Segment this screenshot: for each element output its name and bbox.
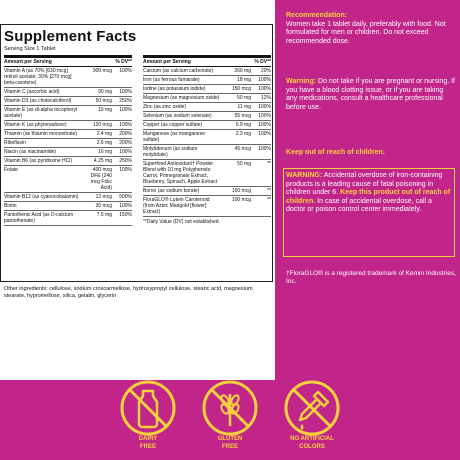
nutrient-dv: 100% (119, 122, 132, 128)
dropper-icon (282, 378, 342, 438)
nutrient-row (4, 88, 132, 97)
nutrient-name: Manganese (as manganese sulfate) (143, 131, 205, 143)
nutrient-amount: 0.9 mg (235, 122, 251, 128)
nutrient-dv: 100% (258, 146, 271, 152)
nutrient-row (143, 94, 271, 103)
nutrient-name: Zinc (as zinc oxide) (143, 104, 187, 110)
nutrient-dv: 250% (119, 98, 132, 104)
nutrient-amount: 400 mcg DFE (240 mcg Folic Acid) (90, 167, 112, 191)
nutrient-name: Magnesium (as magnesium oxide) (143, 95, 220, 101)
warning-text: Do not take if you are pregnant or nursing. If you have a blood clotting issue, or if you are taking any medications, consult a healthcare professional before use. (286, 78, 455, 111)
nutrient-row (4, 67, 132, 88)
nutrient-row (143, 112, 271, 121)
nutrient-dv: 500% (119, 194, 132, 200)
nutrient-name: Vitamin K (as phytonadione) (4, 122, 67, 128)
nutrient-name: Calcium (as calcium carbonate) (143, 68, 214, 74)
nutrient-amount: 150 mcg (231, 86, 251, 92)
warning (286, 78, 456, 112)
nutrient-amount: 90 mg (98, 89, 112, 95)
nutrient-amount: 11 mg (237, 104, 251, 110)
nutrient-dv: ** (267, 161, 271, 167)
nutrient-dv: ** (267, 197, 271, 203)
badge-line-2: FREE (139, 443, 156, 450)
nutrient-row (4, 211, 132, 226)
nutrient-name: Vitamin D3 (as cholecalciferol) (4, 98, 72, 104)
nutrient-row (4, 130, 132, 139)
nutrient-dv: 100% (119, 149, 132, 155)
badge-line-1: NO ARTIFICIAL (290, 436, 334, 442)
nutrient-row (4, 106, 132, 121)
wheat-icon (200, 378, 260, 438)
nutrient-name: Iron (as ferrous fumarate) (143, 77, 200, 83)
nutrient-name: Biotin (4, 203, 17, 209)
nutrient-amount: 2.6 mg (96, 140, 112, 146)
no-artificial-colors-badge (267, 436, 357, 451)
facts-header (4, 55, 132, 67)
nutrient-amount: 15 mg (98, 107, 112, 113)
nutrient-row (4, 121, 132, 130)
nutrient-row (143, 160, 271, 187)
nutrient-name: Riboflavin (4, 140, 26, 146)
nutrient-dv: 100% (258, 122, 271, 128)
nutrient-amount: 120 mcg (92, 122, 112, 128)
facts-right-column (143, 55, 271, 225)
nutrient-amount: 55 mcg (234, 113, 251, 119)
nutrient-dv: 100% (119, 203, 132, 209)
nutrient-amount: 7.5 mg (96, 212, 112, 218)
nutrient-dv: 150% (119, 212, 132, 218)
facts-header (143, 55, 271, 67)
nutrient-name: Vitamin B6 (as pyridoxine HCl) (4, 158, 72, 164)
nutrient-row (4, 202, 132, 211)
badge-line-1: GLUTEN (217, 436, 243, 442)
nutrient-dv: 100% (119, 107, 132, 113)
recommendation (286, 12, 456, 46)
badge-line-2: FREE (221, 443, 238, 450)
warning-title: Warning: (286, 78, 317, 85)
nutrient-amount: 900 mcg (92, 68, 112, 74)
recommendation-title: Recommendation: (286, 12, 348, 19)
iron-warning-title: WARNING: (286, 172, 323, 179)
nutrient-row (4, 166, 132, 193)
nutrient-name: Pantothenic Acid (as D-calcium pantothenate) (4, 212, 74, 224)
nutrient-row (4, 97, 132, 106)
nutrient-dv: 100% (258, 77, 271, 83)
nutrient-amount: 50 mg (237, 161, 251, 167)
nutrient-amount: 2.3 mg (235, 131, 251, 137)
dairy-free-badge (103, 436, 193, 451)
nutrient-dv: 100% (119, 89, 132, 95)
dv-header: % DV** (254, 59, 271, 65)
nutrient-name: Vitamin A (as 70% [630 mcg] retinol acetate, 30% [270 mcg] beta-carotene) (4, 68, 72, 86)
supplement-facts-title: Supplement Facts (4, 28, 137, 45)
amount-header: Amount per Serving (4, 59, 52, 65)
nutrient-dv: 100% (258, 131, 271, 137)
nutrient-row (4, 139, 132, 148)
nutrient-row (143, 76, 271, 85)
nutrient-dv: 250% (119, 158, 132, 164)
nutrient-name: Folate (4, 167, 18, 173)
badge-line-2: COLORS (299, 443, 325, 450)
gluten-free-badge (185, 436, 275, 451)
nutrient-dv: 200% (119, 140, 132, 146)
iron-warning-text-1: Accidental overdose of iron-containing products is a leading cause of fatal poisoning in children under 6. (286, 172, 443, 196)
nutrient-dv: ** (267, 188, 271, 194)
nutrient-name: Niacin (as niacinamide) (4, 149, 56, 155)
nutrient-amount: 45 mcg (234, 146, 251, 152)
nutrient-row (143, 121, 271, 130)
recommendation-text: Women take 1 tablet daily, preferably with food. Not formulated for men or children. Do not exceed recommended dose. (286, 20, 446, 45)
nutrient-dv: 100% (258, 86, 271, 92)
nutrient-row (143, 130, 271, 145)
nutrient-row (143, 187, 271, 196)
nutrient-row (143, 196, 271, 217)
nutrient-name: Vitamin C (ascorbic acid) (4, 89, 60, 95)
nutrient-name: Vitamin E (as dl-alpha tocopheryl acetate) (4, 107, 78, 119)
nutrient-row (4, 148, 132, 157)
nutrient-row (143, 85, 271, 94)
other-ingredients: Other ingredients: cellulose, sodium croscarmellose, hydroxypropyl cellulose, stearic acid, magnesium stearate, hypromellose, silica, gelatin, glycerin (4, 286, 253, 299)
nutrient-row (4, 157, 132, 166)
nutrient-name: Molybdenum (as sodium molybdate) (143, 146, 198, 158)
iron-warning (286, 172, 452, 215)
nutrient-name: Superfood Antioxidant† Powder Blend with 10 mg Polyphenols: Carrot, Pomegranate Extract, Blueberry, Spinach, Apple Extract (143, 161, 218, 185)
nutrient-name: Thiamin (as thiamin mononitrate) (4, 131, 78, 137)
iron-warning-bold: Keep this product out of reach of children. (286, 189, 451, 205)
nutrient-dv: 100% (258, 113, 271, 119)
nutrient-row (4, 193, 132, 202)
nutrient-row (143, 67, 271, 76)
nutrient-dv: 12% (260, 95, 271, 101)
nutrient-dv: 20% (260, 68, 271, 74)
nutrient-amount: 150 mcg (231, 188, 251, 194)
nutrient-name: Copper (as copper sulfate) (143, 122, 203, 128)
milk-bottle-icon (118, 378, 178, 438)
nutrient-row (143, 145, 271, 160)
nutrient-amount: 4.25 mg (93, 158, 112, 164)
nutrient-amount: 100 mcg (231, 197, 251, 203)
badge-line-1: DAIRY (138, 436, 158, 442)
nutrient-name: Selenium (as sodium selenate) (143, 113, 212, 119)
keep-out-notice: Keep out of reach of children. (286, 149, 385, 156)
nutrient-amount: 260 mg (234, 68, 251, 74)
nutrient-dv: 200% (119, 131, 132, 137)
nutrient-amount: 50 mg (237, 95, 251, 101)
nutrient-amount: 18 mg (237, 77, 251, 83)
nutrient-name: Iodine (as potassium iodide) (143, 86, 206, 92)
nutrient-dv: 100% (258, 104, 271, 110)
iron-warning-text-2: In case of accidental overdose, call a doctor or poison control center immediately. (286, 197, 432, 213)
serving-size: Serving Size 1 Tablet (4, 46, 56, 52)
dv-header: % DV** (115, 59, 132, 65)
nutrient-amount: 50 mcg (95, 98, 112, 104)
nutrient-row (143, 103, 271, 112)
nutrient-name: FloraGLO® Lutein Carotenoid (from Aztec Marigold [flower] Extract) (143, 197, 210, 215)
nutrient-name: Boron (as sodium borate) (143, 188, 200, 194)
nutrient-amount: 16 mg (98, 149, 112, 155)
nutrient-amount: 30 mcg (95, 203, 112, 209)
facts-left-column (4, 55, 132, 226)
nutrient-name: Vitamin B12 (as cyanocobalamin) (4, 194, 79, 200)
dv-footnote: **Daily Value (DV) not established. (143, 219, 220, 225)
nutrient-dv: 100% (119, 68, 132, 74)
nutrient-amount: 12 mcg (95, 194, 112, 200)
nutrient-amount: 2.4 mg (96, 131, 112, 137)
amount-header: Amount per Serving (143, 59, 191, 65)
nutrient-dv: 100% (119, 167, 132, 173)
trademark-note: †FloraGLO® is a registered trademark of Kemin Industries, Inc. (286, 270, 456, 285)
